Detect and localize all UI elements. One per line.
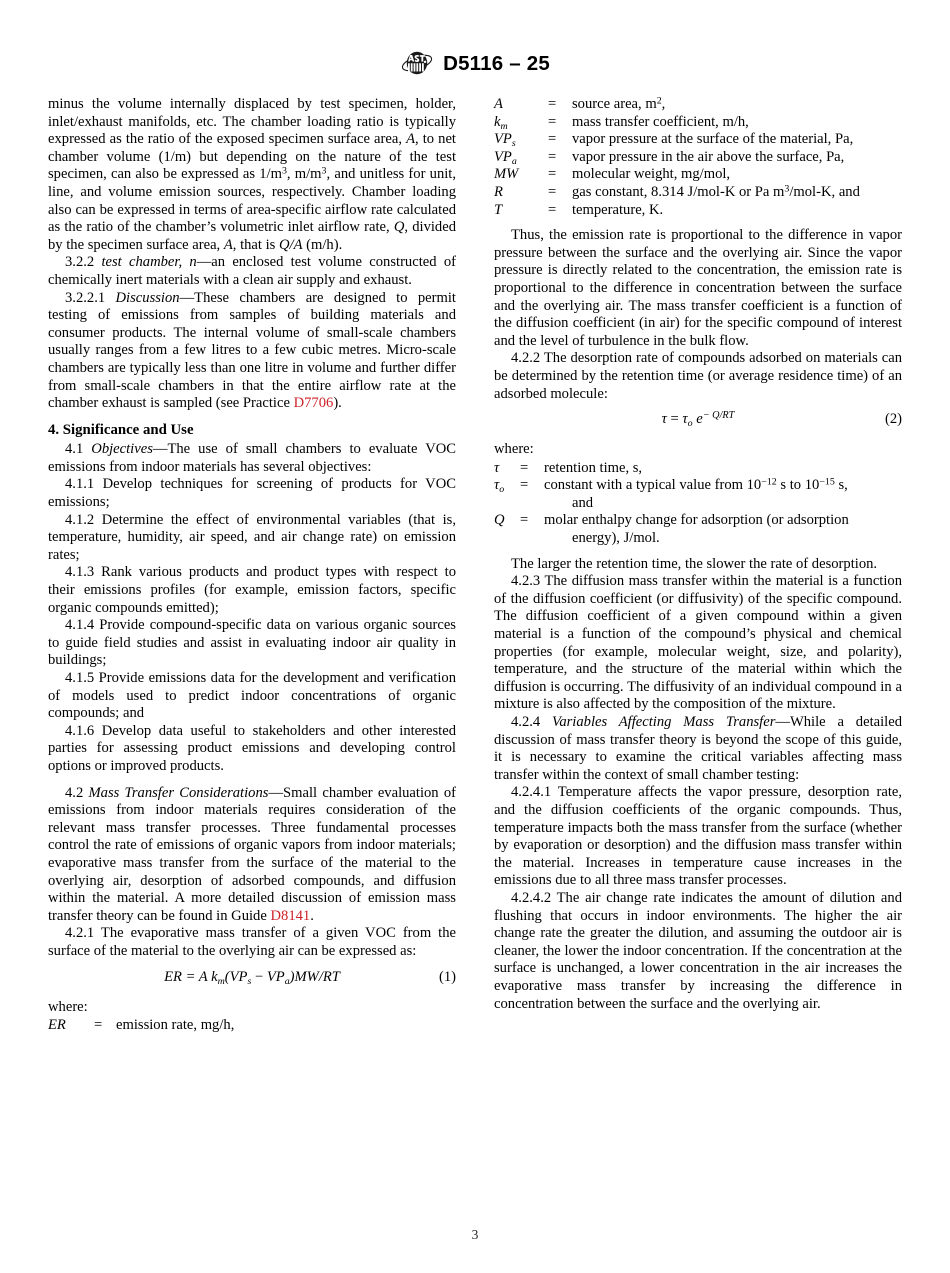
spacer <box>494 548 902 556</box>
eq-tau: τ <box>661 411 667 428</box>
paragraph-4-1-1: 4.1.1 Develop techniques for screening of products for VOC emissions; <box>48 476 456 511</box>
desc-tail: /mol-K, and <box>789 183 860 200</box>
paragraph-4-1-6: 4.1.6 Develop data useful to stakeholders and other interested parties for assessing product emissions and developing control options or improved products. <box>48 722 456 774</box>
definition-description <box>572 184 902 202</box>
eq-tau-o: τ <box>682 411 688 428</box>
superscript-exp: −12 <box>761 476 777 488</box>
paragraph-4-2-4-2: 4.2.4.2 The air change rate indicates the amount of dilution and flushing that occurs in indoor environments. The higher the air change rate the greater the dilution, and assuming the outdoor air is cleaner, the lower the indoor concentration. If the concentration at the surface is unchanged, a lower concentration in the air increases the evaporative mass transfer by increasing the difference in concentration between the surface and the overlying air. <box>494 889 902 1012</box>
definition-symbol <box>494 184 548 202</box>
text-run: —The use of small chambers to evaluate VOC emissions from indoor materials has several objectives: <box>48 441 457 475</box>
astm-logo-icon <box>400 48 434 78</box>
definition-row <box>494 512 902 547</box>
definition-symbol <box>494 512 520 530</box>
symbol-subscript: s <box>511 137 516 149</box>
eq-subscript-a: a <box>284 975 290 987</box>
desc-continuation: energy), J/mol. <box>572 530 660 547</box>
definition-equals: = <box>520 477 529 494</box>
left-column <box>48 96 456 1035</box>
text-run: , divided by the specimen surface area, <box>48 219 456 253</box>
equation-1 <box>48 969 456 991</box>
symbol-text: VP <box>494 148 512 165</box>
definition-equals: = <box>548 183 557 200</box>
eq-exponential: e <box>692 411 703 428</box>
section-heading-4: 4. Significance and Use <box>48 421 194 438</box>
definition-symbol <box>494 131 548 149</box>
desc-text: source area, m <box>572 96 657 112</box>
definition-symbol <box>494 166 548 184</box>
definition-equals: = <box>548 201 557 218</box>
symbol-Q-over-A: Q/A <box>279 236 303 253</box>
standard-reference-link-d8141[interactable]: D8141 <box>270 907 311 924</box>
definition-symbol <box>494 202 548 220</box>
superscript-3: 3 <box>281 165 287 177</box>
clause-number: 4.2.4 <box>511 714 553 730</box>
desc-text: molar enthalpy change for adsorption (or adsorption <box>544 512 849 529</box>
defined-term: Variables Affecting Mass Transfer <box>552 714 776 730</box>
eq-term: VP <box>266 968 285 985</box>
where-label-eq2: where: <box>494 441 534 458</box>
definition-equals: = <box>548 96 557 112</box>
definition-symbol <box>494 96 548 114</box>
definition-row <box>494 460 902 478</box>
symbol-text: τ <box>494 477 500 494</box>
text-run: minus the volume internally displaced by test specimen, holder, inlet/exhaust manifolds, etc. The chamber loading ratio is typically expressed as the ratio of the exposed specimen surface area, <box>48 96 456 148</box>
text-run: , to net chamber volume (1/m) but depending on the nature of the test specimen, can also be expressed as 1/m <box>48 131 456 183</box>
symbol-subscript: a <box>511 155 517 167</box>
definition-row <box>494 96 902 114</box>
symbol-Q: Q <box>393 219 405 236</box>
definition-row <box>494 131 902 149</box>
definition-row <box>494 184 902 202</box>
definition-description: retention time, s, <box>544 459 643 476</box>
desc-tail: , <box>661 96 666 112</box>
paragraph-4-2 <box>48 785 456 926</box>
definition-row <box>494 202 902 220</box>
two-column-body <box>48 96 902 1035</box>
symbol-text: k <box>494 113 501 130</box>
desc-text: constant with a typical value from 10 <box>544 477 762 494</box>
symbol-definition-list-eq1 <box>48 1017 456 1035</box>
eq-tail: )MW/RT <box>289 968 340 985</box>
eq-subscript-m: m <box>217 975 225 987</box>
spacer <box>494 219 902 227</box>
definition-symbol <box>494 477 520 495</box>
defined-term: Discussion <box>115 289 180 306</box>
definition-description: molecular weight, mg/mol, <box>572 166 731 183</box>
definition-equals: = <box>548 148 557 165</box>
paragraph-larger-retention: The larger the retention time, the slower the rate of desorption. <box>511 555 878 572</box>
clause-number: 3.2.2 <box>65 254 102 271</box>
eq-lhs: ER = A k <box>164 968 218 985</box>
definition-row <box>494 166 902 184</box>
symbol-text: τ <box>494 459 500 476</box>
text-run: —an enclosed test volume constructed of chemically inert materials with a clean air supply and exhaust. <box>48 254 456 288</box>
definition-description: emission rate, mg/h, <box>116 1017 235 1034</box>
symbol-text: MW <box>494 166 519 183</box>
desc-continuation: and <box>572 494 594 511</box>
definition-symbol <box>494 114 548 132</box>
definition-description: temperature, K. <box>572 201 664 218</box>
desc-text: gas constant, 8.314 J/mol-K or Pa m <box>572 183 785 200</box>
defined-term: test chamber, n <box>101 254 197 271</box>
symbol-A: A <box>406 131 415 148</box>
clause-number: 4.2 <box>65 784 89 801</box>
paragraph-4-1 <box>48 441 456 476</box>
text-run: ). <box>333 395 342 412</box>
symbol-text: T <box>494 201 503 218</box>
paragraph-4-1-3: 4.1.3 Rank various products and product types with respect to their emissions profiles (for example, emission factors, specific organic compounds emitted); <box>48 564 456 616</box>
clause-number: 3.2.2.1 <box>65 289 116 306</box>
page-header <box>0 42 950 84</box>
definition-row <box>48 1017 456 1035</box>
eq-equals: = <box>666 411 683 428</box>
paragraph-4-2-2: 4.2.2 The desorption rate of compounds adsorbed on materials can be determined by the retention time (or average residence time) of an adsorbed molecule: <box>494 350 902 402</box>
eq-exponent: − Q/RT <box>702 409 735 421</box>
equation-1-number: (1) <box>438 968 456 985</box>
definition-equals: = <box>94 1017 103 1034</box>
definition-equals: = <box>520 459 529 476</box>
definition-description: vapor pressure at the surface of the material, Pa, <box>572 131 854 148</box>
page-number: 3 <box>471 1227 479 1242</box>
paragraph-4-2-4-1: 4.2.4.1 Temperature affects the vapor pressure, desorption rate, and the diffusion coefficients of the organic compounds. Thus, temperature impacts both the mass transfer from the surface (whether by evaporation or desorption) and the diffusion mass transfer within the material. Increases in temperature cause increases in the emissions due to all three mass transfer processes. <box>494 784 902 889</box>
equation-1-body <box>48 969 456 986</box>
symbol-text: Q <box>494 512 505 529</box>
text-run: —While a detailed discussion of mass transfer theory is beyond the scope of this guide, it is necessary to examine the critical variables affecting mass transfer within the context of small chamber testing: <box>494 714 902 783</box>
definition-description <box>572 96 902 114</box>
symbol-text: A <box>494 96 503 112</box>
text-run: (m/h). <box>302 236 343 253</box>
equation-2-number: (2) <box>884 411 902 428</box>
paragraph-4-1-2: 4.1.2 Determine the effect of environmental variables (that is, temperature, humidity, air speed, and air change rate) on emission rates; <box>48 511 456 563</box>
right-column <box>494 96 902 1035</box>
eq-minus: − <box>251 968 267 985</box>
definition-symbol <box>494 460 520 478</box>
definition-equals: = <box>548 131 557 148</box>
paragraph-thus: Thus, the emission rate is proportional to the difference in vapor pressure between the surface and the overlying air. Since the vapor pressure is directly related to the concentration, the emission rate is proportional to the difference in concentration between the surface and the overlying air. The mass transfer coefficient is a function of the diffusion coefficient (in air) for the specific compound of interest and the level of turbulence in the bulk flow. <box>494 227 902 349</box>
equation-2 <box>494 411 902 433</box>
superscript-3: 3 <box>321 165 327 177</box>
paragraph-4-2-3: 4.2.3 The diffusion mass transfer within the material is a function of the diffusion coefficient (or diffusivity) of the specific compound. The diffusion coefficient of a given compound within a given material is a function of the compound’s physical and chemical properties (for example, molecular weight, size, and polarity), temperature, and the structure of the material within which the diffusion is occurring. The diffusivity of an individual compound in a mixture is also affected by the composition of the mixture. <box>494 573 902 713</box>
text-run: , that is <box>232 236 279 253</box>
paragraph-4-2-4 <box>494 714 902 784</box>
paragraph-4-1-4: 4.1.4 Provide compound-specific data on various organic sources to guide field studies and assist in evaluating indoor air quality in buildings; <box>48 617 456 669</box>
symbol-text: R <box>494 183 503 200</box>
symbol-A: A <box>223 236 233 253</box>
definition-equals: = <box>548 166 557 183</box>
text-run: —Small chamber evaluation of emissions from indoor materials requires consideration of the relevant mass transfer processes. Three fundamental processes control the rate of emissions of organic vapors from indoor materials; evaporative mass transfer from the surface of the material to the overlying air, desorption of adsorbed compounds, and diffusion within the material. A more detailed discussion of emission mass transfer theory can be found in Guide <box>48 784 456 924</box>
symbol-text: VP <box>494 131 512 148</box>
defined-term: Objectives <box>91 441 153 458</box>
symbol-definition-list-main <box>494 96 902 219</box>
desc-tail: s, <box>834 477 848 494</box>
document-designation: D5116 – 25 <box>443 51 550 75</box>
paragraph-continuation <box>48 96 456 254</box>
symbol-subscript: m <box>500 120 508 132</box>
standard-reference-link-d7706[interactable]: D7706 <box>293 395 334 412</box>
superscript: 3 <box>784 183 790 195</box>
definition-description <box>544 477 902 512</box>
paragraph-4-2-1: 4.2.1 The evaporative mass transfer of a given VOC from the surface of the material to the overlying air can be expressed as: <box>48 925 456 959</box>
eq-subscript-o: o <box>687 417 693 429</box>
superscript-exp: −15 <box>819 476 835 488</box>
definition-row <box>494 477 902 512</box>
definition-description: vapor pressure in the air above the surface, Pa, <box>572 148 845 165</box>
paragraph-3-2-2-1 <box>48 290 456 413</box>
text-run: , and unitless for unit, line, and volume emission sources, respectively. Chamber loading also can be expressed in terms of area-specific airflow rate calculated as the ratio of the chamber’s volumetric inlet airflow rate, <box>48 166 456 236</box>
definition-symbol <box>494 149 548 167</box>
clause-number: 4.1 <box>65 441 92 458</box>
where-label-eq1: where: <box>48 998 88 1015</box>
superscript: 2 <box>656 95 662 107</box>
equation-2-body <box>494 411 902 428</box>
text-run: . <box>310 907 314 924</box>
symbol-definition-list-eq2 <box>494 460 902 548</box>
definition-equals: = <box>548 113 557 130</box>
text-run: —These chambers are designed to permit testing of emissions from samples of building materials and consumer products. The internal volume of small-scale chambers usually ranges from a few litres to a few cubic metres. Micro-scale chambers are typically less than one litre in volume and further differ from small-scale chambers in that the entire airflow rate at the chamber exhaust is sampled (see Practice <box>48 289 456 412</box>
definition-row <box>494 114 902 132</box>
definition-symbol: ER <box>48 1017 66 1034</box>
paragraph-3-2-2 <box>48 254 456 289</box>
definition-equals: = <box>520 512 529 529</box>
desc-mid: s to 10 <box>776 477 820 494</box>
definition-description: mass transfer coefficient, m/h, <box>572 113 749 130</box>
definition-description <box>544 512 902 547</box>
eq-term: (VP <box>224 968 248 985</box>
definition-row <box>494 149 902 167</box>
paragraph-4-1-5: 4.1.5 Provide emissions data for the development and verification of models used to predict indoor concentrations of organic compounds; and <box>48 670 456 722</box>
eq-subscript-s: s <box>247 975 252 987</box>
text-run: , m/m <box>286 166 322 183</box>
symbol-subscript: o <box>499 484 505 496</box>
defined-term: Mass Transfer Considerations <box>88 784 269 801</box>
